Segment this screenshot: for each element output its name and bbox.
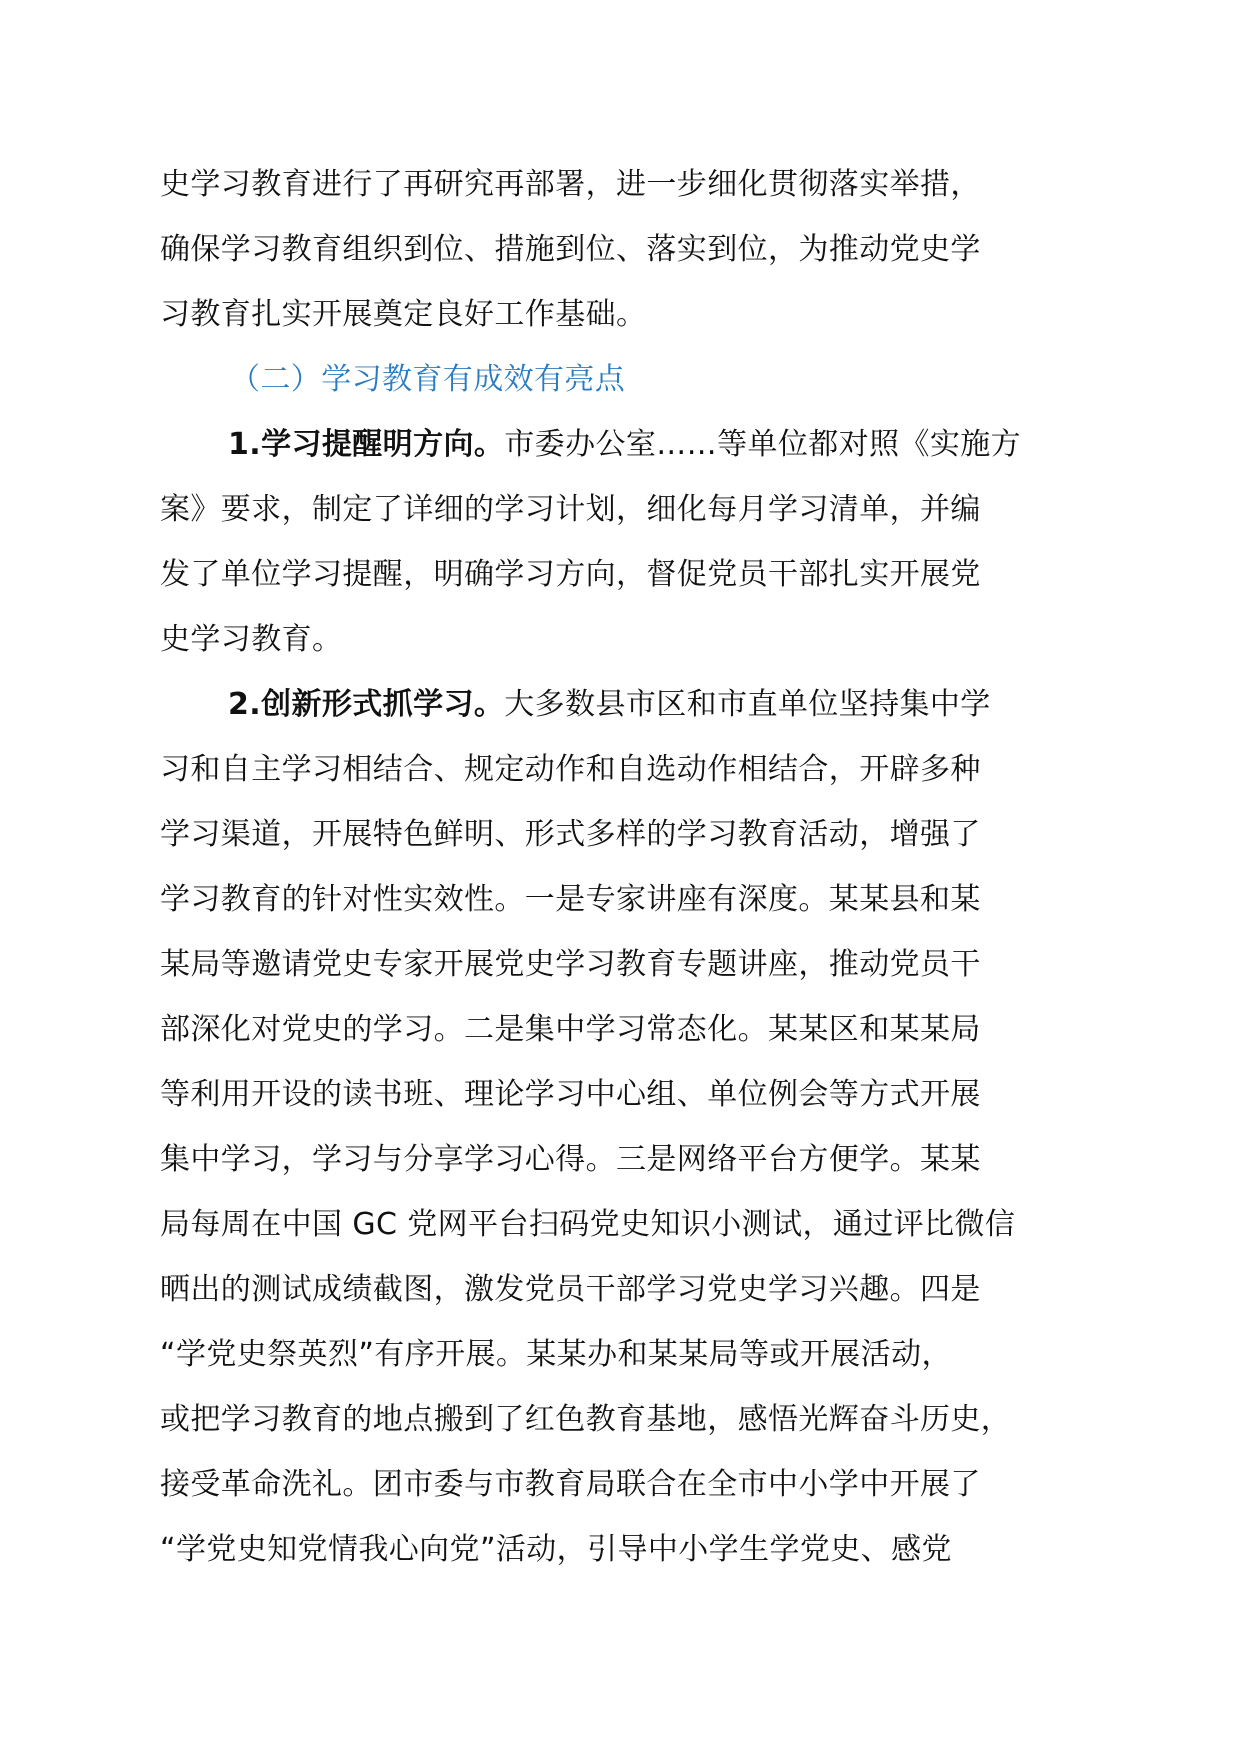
- text-line: 史学习教育。: [160, 622, 343, 657]
- text-line: “学党史祭英烈”有序开展。某某办和某某局等或开展活动，: [160, 1337, 952, 1372]
- text-line: 等利用开设的读书班、理论学习中心组、单位例会等方式开展: [160, 1077, 981, 1112]
- text-line: 史学习教育进行了再研究再部署，进一步细化贯彻落实举措，: [160, 167, 981, 202]
- paragraph-1-lead: 1.学习提醒明方向。: [228, 427, 505, 462]
- text-line: 接受革命洗礼。团市委与市教育局联合在全市中小学中开展了: [160, 1467, 981, 1502]
- text-line: 局每周在中国 GC 党网平台扫码党史知识小测试，通过评比微信: [160, 1207, 1016, 1242]
- paragraph-1-first-line-text: 市委办公室……等单位都对照《实施方: [504, 427, 1022, 462]
- paragraph-2-lead: 2.创新形式抓学习。: [228, 687, 505, 722]
- text-line: 习教育扎实开展奠定良好工作基础。: [160, 297, 647, 332]
- text-line: 晒出的测试成绩截图，激发党员干部学习党史学习兴趣。四是: [160, 1272, 981, 1307]
- text-line: 确保学习教育组织到位、措施到位、落实到位，为推动党史学: [160, 232, 981, 267]
- text-line: 习和自主学习相结合、规定动作和自选动作相结合，开辟多种: [160, 752, 981, 787]
- text-line: “学党史知党情我心向党”活动，引导中小学生学党史、感党: [160, 1532, 952, 1567]
- text-line: 某局等邀请党史专家开展党史学习教育专题讲座，推动党员干: [160, 947, 981, 982]
- intro-paragraph: [160, 152, 1100, 1582]
- paragraph-2-first-line: [160, 672, 1100, 737]
- text-line: 学习渠道，开展特色鲜明、形式多样的学习教育活动，增强了: [160, 817, 981, 852]
- text-line: 发了单位学习提醒，明确学习方向，督促党员干部扎实开展党: [160, 557, 981, 592]
- paragraph-1-first-line: [160, 412, 1100, 477]
- text-line: 学习教育的针对性实效性。一是专家讲座有深度。某某县和某: [160, 882, 981, 917]
- text-line: 案》要求，制定了详细的学习计划，细化每月学习清单，并编: [160, 492, 981, 527]
- text-line: 或把学习教育的地点搬到了红色教育基地，感悟光辉奋斗历史，: [160, 1402, 1012, 1437]
- paragraph-2-first-line-text: 大多数县市区和市直单位坚持集中学: [504, 687, 991, 722]
- text-line: 部深化对党史的学习。二是集中学习常态化。某某区和某某局: [160, 1012, 981, 1047]
- text-line: 集中学习，学习与分享学习心得。三是网络平台方便学。某某: [160, 1142, 981, 1177]
- section-heading: （二）学习教育有成效有亮点: [230, 362, 626, 397]
